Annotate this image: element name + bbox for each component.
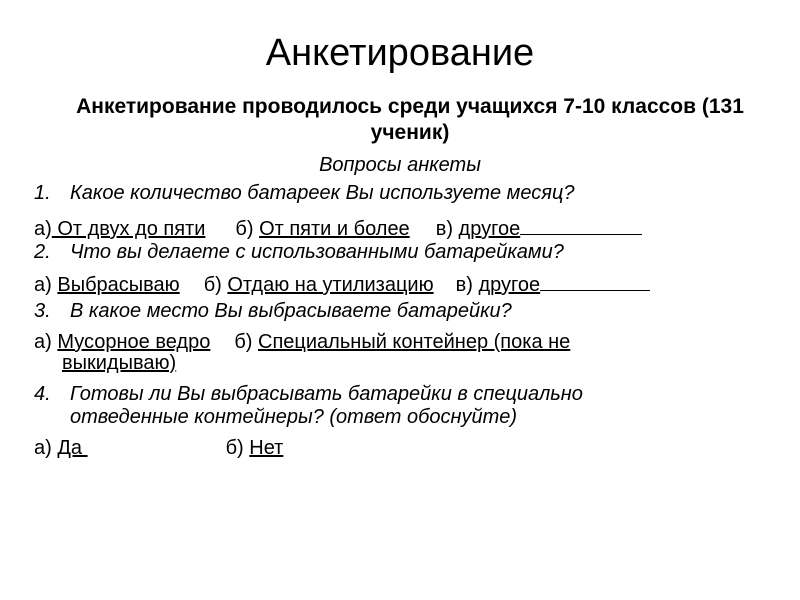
- answer-3b: Специальный контейнер (пока не: [258, 331, 571, 353]
- question-4-text-line1: Готовы ли Вы выбрасывать батарейки в специально: [70, 383, 583, 405]
- question-1: [34, 181, 575, 205]
- answer-3b-continued: выкидываю): [62, 352, 177, 374]
- question-3: [34, 299, 512, 323]
- question-4: [34, 382, 583, 406]
- question-2-answers: [34, 272, 650, 297]
- question-2-number: 2.: [34, 241, 51, 263]
- question-4-number: 4.: [34, 383, 51, 405]
- answer-1c-blank: [520, 216, 642, 235]
- answer-3b-prefix: б): [234, 331, 253, 353]
- answer-1a: От двух до пяти: [51, 218, 206, 240]
- answer-2a-prefix: а): [34, 274, 52, 296]
- slide-title: Анкетирование: [265, 32, 535, 74]
- question-3-answers-cont: [62, 351, 176, 375]
- question-1-text: Какое количество батареек Вы используете месяц?: [70, 182, 575, 204]
- answer-1c-prefix: в): [435, 218, 453, 240]
- answer-2b-prefix: б): [203, 274, 222, 296]
- answer-1a-prefix: а): [34, 218, 52, 240]
- answer-4b: Нет: [249, 437, 284, 459]
- question-1-number: 1.: [34, 182, 51, 204]
- question-4-text-line2: отведенные контейнеры? (ответ обоснуйте): [70, 406, 518, 428]
- question-1-answers: [34, 216, 642, 241]
- answer-2b: Отдаю на утилизацию: [227, 274, 434, 296]
- answer-3a: Мусорное ведро: [57, 331, 211, 353]
- question-3-number: 3.: [34, 300, 51, 322]
- answer-1b-prefix: б): [235, 218, 254, 240]
- questions-heading: Вопросы анкеты: [319, 154, 481, 176]
- question-2: [34, 240, 564, 264]
- answer-1c: другое: [458, 218, 521, 240]
- answer-2c: другое: [478, 274, 541, 296]
- question-3-text: В какое место Вы выбрасываете батарейки?: [70, 300, 512, 322]
- question-2-text: Что вы делаете с использованными батарейками?: [70, 241, 564, 263]
- answer-2c-blank: [540, 272, 650, 291]
- answer-4b-prefix: б): [225, 437, 244, 459]
- question-4-cont: [70, 405, 517, 429]
- answer-3a-prefix: а): [34, 331, 52, 353]
- question-4-answers: [34, 436, 283, 460]
- answer-4a: Да: [57, 437, 88, 459]
- answer-4a-prefix: а): [34, 437, 52, 459]
- answer-1b: От пяти и более: [259, 218, 410, 240]
- survey-description: Анкетирование проводилось среди учащихся 7-10 классов (131 ученик): [76, 95, 744, 144]
- answer-2c-prefix: в): [455, 274, 473, 296]
- answer-2a: Выбрасываю: [57, 274, 180, 296]
